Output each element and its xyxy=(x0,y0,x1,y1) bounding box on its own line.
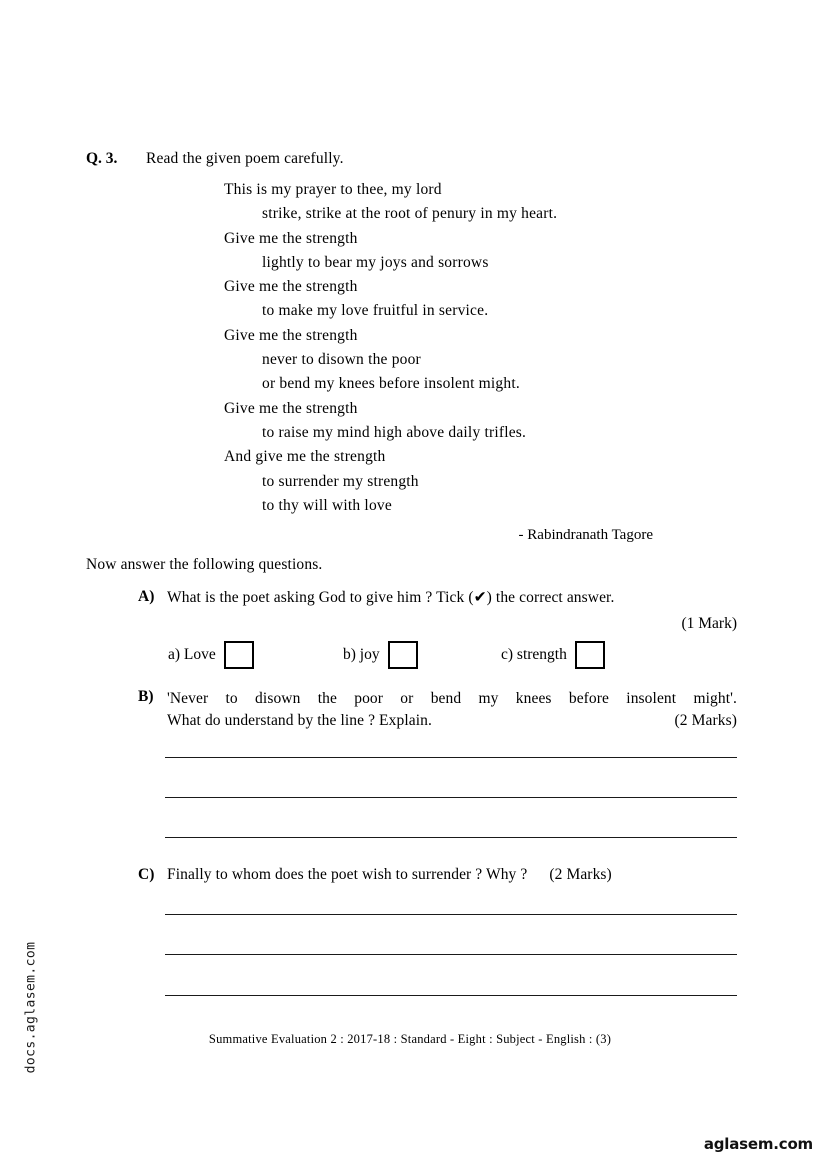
poem-line: to raise my mind high above daily trifles. xyxy=(262,423,527,441)
sub-question-c-marks: (2 Marks) xyxy=(549,866,612,883)
answer-line-b-2[interactable] xyxy=(165,797,737,798)
answer-line-c-2[interactable] xyxy=(165,954,737,955)
option-a[interactable] xyxy=(168,641,254,669)
sub-question-c-body xyxy=(167,866,737,884)
poem-line: strike, strike at the root of penury in my heart. xyxy=(262,205,558,223)
poem-line: Give me the strength xyxy=(224,278,358,296)
sub-question-a xyxy=(138,588,738,607)
sub-question-b-marks: (2 Marks) xyxy=(674,712,737,729)
page-footer: Summative Evaluation 2 : 2017-18 : Standard - Eight : Subject - English : (3) xyxy=(208,1032,612,1046)
poem-line: to surrender my strength xyxy=(262,472,419,490)
answer-line-b-1[interactable] xyxy=(165,757,737,758)
poem-line: This is my prayer to thee, my lord xyxy=(224,181,442,198)
option-c-label: c) strength xyxy=(501,646,567,663)
poem-line: lightly to bear my joys and sorrows xyxy=(262,253,489,271)
sub-question-c-text: Finally to whom does the poet wish to surrender ? Why ? xyxy=(167,866,528,883)
sub-question-a-text: What is the poet asking God to give him ? Tick (✔) the correct answer. xyxy=(167,589,615,606)
option-b-checkbox[interactable] xyxy=(388,641,418,669)
poem-attribution: - Rabindranath Tagore xyxy=(518,527,653,543)
poem-block xyxy=(224,178,557,518)
poem-line: Give me the strength xyxy=(224,229,358,247)
sub-question-b-text: What do understand by the line ? Explain. xyxy=(167,712,432,729)
sub-question-b-letter: B) xyxy=(138,688,154,705)
sub-question-c xyxy=(138,866,737,884)
sub-question-a-marks: (1 Mark) xyxy=(681,615,737,632)
option-a-label: a) Love xyxy=(168,646,216,663)
poem-line: to make my love fruitful in service. xyxy=(262,302,489,320)
sub-question-b-line-1: 'Never to disown the poor or bend my knees before insolent might'. xyxy=(167,690,737,707)
option-b[interactable] xyxy=(343,641,418,669)
question-instruction: Read the given poem carefully. xyxy=(146,150,344,167)
sub-question-c-letter: C) xyxy=(138,866,155,883)
answer-line-b-3[interactable] xyxy=(165,837,737,838)
sub-question-b-line-2 xyxy=(167,710,737,732)
option-a-checkbox[interactable] xyxy=(224,641,254,669)
aglasem-logo: aglasem.com xyxy=(703,1135,813,1153)
sub-question-b-body xyxy=(167,688,737,732)
sub-question-a-letter: A) xyxy=(138,588,155,605)
option-c[interactable] xyxy=(501,641,605,669)
answer-line-c-3[interactable] xyxy=(165,995,737,996)
poem-line: Give me the strength xyxy=(224,326,358,344)
option-b-label: b) joy xyxy=(343,646,380,663)
now-answer-instruction: Now answer the following questions. xyxy=(86,556,323,573)
poem-line: or bend my knees before insolent might. xyxy=(262,375,520,393)
sub-question-b xyxy=(138,688,737,732)
poem-line: Give me the strength xyxy=(224,399,358,417)
side-watermark: docs.aglasem.com xyxy=(23,941,39,1074)
question-heading xyxy=(86,150,344,168)
poem-line: to thy will with love xyxy=(262,496,392,514)
poem-line: never to disown the poor xyxy=(262,351,421,369)
question-number: Q. 3. xyxy=(86,150,118,167)
answer-line-c-1[interactable] xyxy=(165,914,737,915)
option-c-checkbox[interactable] xyxy=(575,641,605,669)
poem-line: And give me the strength xyxy=(224,448,386,466)
